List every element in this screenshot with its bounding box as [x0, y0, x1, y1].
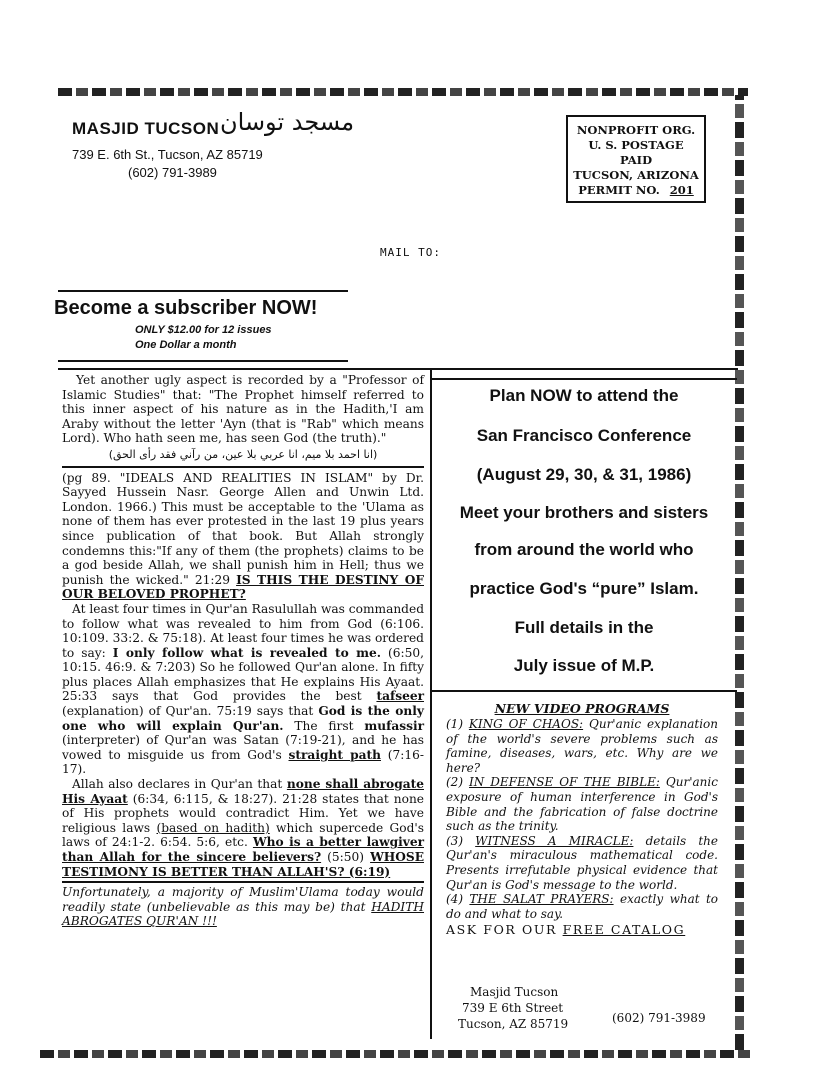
video-heading: NEW VIDEO PROGRAMS [494, 701, 670, 716]
video-2-num: (2) [446, 775, 463, 790]
article-p4-g: (5:50) [327, 850, 365, 864]
article-p3-k: (7:16-17). [62, 747, 425, 777]
arabic-name: مسجد توسان [220, 108, 355, 136]
catalog-link: FREE CATALOG [562, 922, 686, 938]
subscribe-headline: Become a subscriber NOW! [54, 297, 318, 319]
article-p2-text: (pg 89. "IDEALS AND REALITIES IN ISLAM" by Dr. Sayyed Hussein Nasr. George Allen and Unwin Ltd. London. 1966.) This must be acceptable to the 'Ulama as none of them has ever protested in the last 19 plus years since publication of that book. But Allah strongly condemns this:"If any of them (the prophets) claims to be a god beside Allah, we shall punish him in Hell; thus we punish the wicked." 21:29 [62, 470, 424, 587]
promo-line-7: Full details in the [514, 618, 654, 637]
catalog-text: ASK FOR OUR [446, 922, 558, 938]
right-border [735, 95, 744, 1050]
top-border [58, 88, 748, 96]
postage-line-1: NONPROFIT ORG. [576, 123, 696, 137]
article-p3-a: At least four times in Qur'an Rasulullah was commanded to follow what was revealed to him from God (6:106. 10:109. 33:2. & 75:18). At least four times he was ordered to say: [62, 601, 424, 660]
promo-line-6: practice God's “pure” Islam. [469, 579, 699, 598]
video-2-desc: Qur'anic exposure of human interference in God's Bible and the fabrication of false doctrine such as the trinity. [446, 775, 718, 834]
postage-line-2: U. S. POSTAGE [588, 138, 684, 152]
article-paragraph-1 [62, 373, 424, 446]
article-p3-g: The first [294, 718, 354, 733]
promo-line-3: (August 29, 30, & 31, 1986) [476, 465, 692, 484]
footer-phone: (602) 791-3989 [612, 1011, 706, 1025]
article-p3-d: tafseer [376, 689, 424, 704]
video-item-4 [446, 892, 718, 921]
article-paragraph-5 [62, 885, 424, 929]
video-3-title: WITNESS A MIRACLE: [475, 833, 634, 848]
subscribe-top-rule [58, 290, 348, 292]
permit-number: 201 [669, 183, 694, 197]
article-p4-a: Allah also declares in Qur'an that [72, 777, 283, 792]
article-p4-e: which supercede God's laws of 24:1-2. 6:54. 5:6, etc. [62, 820, 425, 850]
permit-label: PERMIT NO. [578, 183, 660, 197]
article-column [62, 373, 424, 929]
promo-line-5: from around the world who [474, 540, 694, 559]
article-p4-h: WHOSE TESTIMONY IS BETTER THAN ALLAH'S? (6:19) [62, 850, 424, 879]
arabic-quote: (انا احمد بلا ميم، انا عربي بلا عين، من رآني فقد رأى الحق) [108, 447, 378, 461]
footer-city: Tucson, AZ 85719 [458, 1017, 569, 1031]
section-rule [58, 368, 738, 370]
promo-line-4: Meet your brothers and sisters [459, 503, 709, 522]
article-paragraph-2 [62, 471, 424, 602]
video-item-2 [446, 775, 718, 833]
postage-line-3: PAID [619, 153, 653, 167]
footer-name: Masjid Tucson [470, 985, 559, 999]
article-paragraph-4 [62, 777, 424, 879]
video-1-num: (1) [446, 717, 463, 731]
promo-line-1: Plan NOW to attend the [489, 386, 679, 405]
article-p3-e: (explanation) of Qur'an. 75:19 says that [62, 704, 314, 719]
video-section [446, 701, 718, 937]
subscribe-monthly: One Dollar a month [135, 339, 237, 351]
bottom-border [40, 1050, 750, 1058]
video-3-desc: details the Qur'an's miraculous mathematical code. Presents irrefutable physical evidence that Qur'an is God's message to the world. [446, 833, 719, 892]
video-1-title: KING OF CHAOS: [468, 717, 584, 731]
org-name: MASJID TUCSON [72, 119, 220, 138]
video-item-1 [446, 717, 718, 775]
video-3-num: (3) [446, 833, 463, 848]
article-paragraph-3 [62, 602, 424, 777]
subscribe-bottom-rule [58, 360, 348, 362]
subscribe-price: ONLY $12.00 for 12 issues [135, 324, 272, 336]
article-p5-a: Unfortunately, a majority of Muslim'Ulama today would readily state (unbelievable as this may be) that [62, 885, 424, 914]
footer-street: 739 E 6th Street [462, 1001, 564, 1015]
article-p4-b: none shall abrogate His Ayaat [62, 777, 424, 806]
quote-rule [62, 466, 424, 468]
video-1-desc: Qur'anic explanation of the world's severe problems such as famine, diseases, wars, etc. Why are we here? [446, 717, 718, 775]
article-p2-tail: IS THIS THE DESTINY OF OUR BELOVED PROPHET? [62, 572, 424, 602]
article-p3-i: (interpreter) of Qur'an was Satan (7:19-21), and he has vowed to misguide us from God's [62, 733, 424, 762]
mail-to-label: MAIL TO: [380, 246, 441, 259]
promo-line-2: San Francisco Conference [476, 426, 692, 445]
article-p1-text: Yet another ugly aspect is recorded by a "Professor of Islamic Studies" that: "The Prophet himself referred to this inner aspect of his nature as in the Hadith,'I am Araby without the letter 'Ayn (that is "Rab" which means Lord). Who hath seen me, has seen God (the truth)." [62, 373, 424, 446]
article-p3-f: God is the only one who will explain Qur'an. [62, 704, 425, 733]
article-p3-b: I only follow what is revealed to me. [112, 645, 381, 660]
postage-line-5 [568, 183, 704, 198]
promo-bottom-rule [431, 690, 737, 692]
postage-line-4: TUCSON, ARIZONA [573, 168, 699, 182]
video-4-title: THE SALAT PRAYERS: [469, 892, 614, 907]
column-divider [430, 369, 432, 1039]
org-phone: (602) 791-3989 [128, 165, 217, 180]
article-p5-b: HADITH ABROGATES QUR'AN !!! [62, 899, 425, 929]
article-p3-h: mufassir [364, 718, 425, 733]
promo-top-rule [431, 378, 737, 380]
article-p4-d: (based on hadith) [156, 820, 270, 835]
org-address: 739 E. 6th St., Tucson, AZ 85719 [72, 147, 263, 162]
promo-box [434, 386, 734, 676]
article-p4-c: (6:34, 6:115, & 18:27). 21:28 states that none of His prophets would contradict Him. Yet we have religious laws [62, 791, 425, 835]
article-p3-c: (6:50, 10:15. 46:9. & 7:203) So he followed Qur'an alone. In fifty plus places Allah emphasizes that He explains His Ayaat. 25:33 says that God provides the best [62, 645, 425, 704]
video-4-desc: exactly what to do and what to say. [446, 892, 718, 921]
catalog-line [446, 922, 718, 937]
article-p3-j: straight path [288, 747, 381, 762]
promo-line-8: July issue of M.P. [513, 656, 655, 675]
postage-box [566, 115, 706, 203]
video-item-3 [446, 834, 718, 892]
conclusion-rule [62, 881, 424, 883]
video-2-title: IN DEFENSE OF THE BIBLE: [469, 775, 660, 790]
video-4-num: (4) [446, 892, 463, 907]
article-p4-f: Who is a better lawgiver than Allah for the sincere believers? [62, 835, 424, 864]
